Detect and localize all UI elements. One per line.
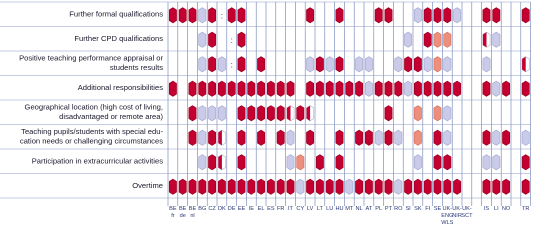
row-label: Overtime	[132, 180, 163, 190]
cell-light-hexagon	[297, 179, 304, 194]
column-label: PT	[384, 206, 393, 212]
cell-light-hexagon	[414, 155, 421, 170]
cell-dark-hexagon	[189, 81, 196, 96]
cell-dark-hexagon	[375, 8, 382, 23]
cell-dark-hexagon	[483, 81, 490, 96]
column-label: CZ	[208, 206, 216, 212]
cell-dark-hexagon	[209, 81, 216, 96]
cell-dark-hexagon	[248, 106, 255, 121]
cell-dark-hexagon	[346, 81, 353, 96]
column-label: IE	[248, 206, 254, 212]
column-label: TR	[521, 206, 530, 212]
cell-dark-hexagon	[522, 8, 529, 23]
cell-light-hexagon	[424, 57, 431, 72]
row-label: Additional responsibilities	[77, 82, 163, 92]
cell-light-hexagon	[522, 130, 529, 145]
column-label: IT	[288, 206, 293, 212]
cell-dark-hexagon	[522, 81, 529, 96]
column-label: FR	[276, 206, 285, 212]
cell-dark-hexagon	[307, 81, 314, 96]
column-label: MT	[345, 206, 354, 212]
cell-dark-hexagon	[209, 130, 216, 145]
cell-dark-hexagon	[258, 179, 265, 194]
cell-light-hexagon	[405, 32, 412, 47]
cell-dark-hexagon	[385, 106, 392, 121]
cell-dark-hexagon	[179, 179, 186, 194]
row-label: Teaching pupils/students with special edu-	[21, 127, 163, 136]
cell-dark-hexagon	[209, 179, 216, 194]
cell-dark-hexagon	[307, 130, 314, 145]
column-label: DE	[227, 206, 236, 212]
column-label: DK	[218, 206, 226, 212]
cell-half-hexagon	[483, 32, 490, 47]
cell-light-hexagon	[218, 106, 225, 121]
column-label: SE	[433, 206, 442, 212]
cell-dark-hexagon	[287, 179, 294, 194]
cell-dark-hexagon	[248, 179, 255, 194]
cell-dark-hexagon	[522, 179, 529, 194]
cell-dark-hexagon	[238, 130, 245, 145]
column-label: UK-	[442, 206, 453, 212]
cell-dark-hexagon	[238, 32, 245, 47]
cell-dark-hexagon	[287, 81, 294, 96]
cell-dark-hexagon	[365, 179, 372, 194]
cell-dark-hexagon	[434, 130, 441, 145]
column-label: BG	[198, 206, 207, 212]
cell-light-hexagon	[375, 130, 382, 145]
column-label: SK	[414, 206, 422, 212]
cell-light-hexagon	[209, 106, 216, 121]
cell-light-hexagon	[395, 130, 402, 145]
cell-dark-hexagon	[189, 106, 196, 121]
cell-dark-hexagon	[277, 81, 284, 96]
cell-salmon-hexagon	[444, 32, 451, 47]
cell-dark-hexagon	[179, 8, 186, 23]
cell-half-hexagon	[287, 106, 294, 121]
cell-dark-hexagon	[316, 179, 323, 194]
cell-dark-hexagon	[297, 106, 304, 121]
column-label: ENG	[441, 213, 454, 219]
column-label: SCT	[461, 213, 473, 219]
cell-dark-hexagon	[434, 8, 441, 23]
cell-dark-hexagon	[385, 179, 392, 194]
column-label: BE	[188, 206, 197, 212]
column-label: PL	[375, 206, 383, 212]
cell-dark-hexagon	[228, 179, 235, 194]
row-labels	[19, 9, 163, 190]
cell-dark-hexagon	[375, 179, 382, 194]
cell-dark-hexagon	[267, 179, 274, 194]
cell-dark-hexagon	[395, 81, 402, 96]
cell-dark-hexagon	[238, 8, 245, 23]
cell-half-hexagon	[218, 155, 225, 170]
column-label: LV	[306, 206, 314, 212]
cell-dark-hexagon	[503, 179, 510, 194]
cell-light-hexagon	[199, 57, 206, 72]
row-label: Positive teaching performance appraisal or	[19, 53, 163, 63]
row-label: Further formal qualifications	[69, 9, 163, 19]
cell-salmon-hexagon	[414, 130, 421, 145]
cell-light-hexagon	[395, 57, 402, 72]
cell-dark-hexagon	[258, 106, 265, 121]
cell-dark-hexagon	[375, 81, 382, 96]
cell-dark-hexagon	[258, 81, 265, 96]
cell-dark-hexagon	[277, 179, 284, 194]
column-label: WLS	[441, 220, 454, 226]
cell-light-hexagon	[326, 57, 333, 72]
cell-dark-hexagon	[454, 81, 461, 96]
column-label: BE	[178, 206, 187, 212]
cell-light-hexagon	[493, 81, 500, 96]
cell-dark-hexagon	[326, 179, 333, 194]
hexagon-cells-layer	[169, 8, 529, 195]
cell-dark-hexagon	[277, 106, 284, 121]
row-label: Participation in extracurricular activities	[31, 156, 163, 166]
cell-dark-hexagon	[169, 81, 176, 96]
row-label: disadvantaged or remote area)	[59, 112, 163, 121]
cell-dark-hexagon	[209, 32, 216, 47]
cell-dark-hexagon	[228, 8, 235, 23]
row-label: Further CPD qualifications	[74, 33, 163, 43]
column-label: NIR	[452, 213, 462, 219]
column-label: AT	[365, 206, 373, 212]
cell-dark-hexagon	[336, 81, 343, 96]
column-label: LT	[316, 206, 323, 212]
cell-dark-hexagon	[267, 106, 274, 121]
cell-light-hexagon	[454, 8, 461, 23]
cell-dark-hexagon	[238, 81, 245, 96]
cell-half-hexagon	[218, 130, 225, 145]
cell-light-hexagon	[395, 179, 402, 194]
cell-light-hexagon	[414, 8, 421, 23]
column-label: NO	[501, 206, 511, 212]
cell-dark-hexagon	[454, 179, 461, 194]
cell-light-hexagon	[405, 81, 412, 96]
column-label: nl	[190, 213, 195, 219]
cell-dark-hexagon	[336, 57, 343, 72]
cell-light-hexagon	[444, 130, 451, 145]
cell-salmon-hexagon	[434, 32, 441, 47]
cell-dark-hexagon	[218, 81, 225, 96]
cell-dark-hexagon	[483, 8, 490, 23]
cell-dark-hexagon	[238, 179, 245, 194]
column-label: RO	[394, 206, 403, 212]
cell-dark-hexagon	[424, 81, 431, 96]
cell-dark-hexagon	[218, 179, 225, 194]
cell-dark-hexagon	[522, 155, 529, 170]
cell-light-hexagon	[287, 130, 294, 145]
cell-light-hexagon	[483, 155, 490, 170]
cell-light-hexagon	[483, 57, 490, 72]
cell-dark-hexagon	[414, 81, 421, 96]
cell-dark-hexagon	[336, 8, 343, 23]
cell-salmon-hexagon	[434, 106, 441, 121]
cell-dark-hexagon	[424, 179, 431, 194]
column-label: LU	[326, 206, 334, 212]
cell-light-hexagon	[199, 8, 206, 23]
cell-dark-hexagon	[483, 130, 490, 145]
cell-dark-hexagon	[356, 81, 363, 96]
column-label: LI	[493, 206, 499, 212]
cell-dark-hexagon	[493, 179, 500, 194]
cell-dark-hexagon	[238, 106, 245, 121]
cell-dark-hexagon	[258, 57, 265, 72]
column-label: de	[179, 213, 186, 219]
cell-dark-hexagon	[169, 8, 176, 23]
cell-dark-hexagon	[414, 179, 421, 194]
column-label: EL	[257, 206, 265, 212]
cell-dark-hexagon	[336, 179, 343, 194]
cell-light-hexagon	[493, 155, 500, 170]
cell-light-hexagon	[493, 32, 500, 47]
column-label: UK-	[452, 206, 462, 212]
cell-dark-hexagon	[228, 81, 235, 96]
column-label: UK-	[462, 206, 472, 212]
column-label: HU	[335, 206, 344, 212]
cell-dark-hexagon	[199, 81, 206, 96]
cell-light-hexagon	[307, 57, 314, 72]
cell-dark-hexagon	[503, 130, 510, 145]
cell-dark-hexagon	[356, 179, 363, 194]
cell-dark-hexagon	[356, 130, 363, 145]
column-label: CY	[296, 206, 305, 212]
cell-dark-hexagon	[365, 130, 372, 145]
cell-dark-hexagon	[405, 179, 412, 194]
column-label: NL	[355, 206, 363, 212]
row-label: Geographical location (high cost of living,	[24, 102, 163, 112]
cell-light-hexagon	[199, 106, 206, 121]
cell-half-hexagon	[522, 57, 529, 72]
cell-salmon-hexagon	[434, 57, 441, 72]
column-label: EE	[237, 206, 246, 212]
cell-not-available: :	[230, 35, 233, 45]
column-label: BE	[169, 206, 177, 212]
cell-dark-hexagon	[199, 179, 206, 194]
cell-dark-hexagon	[248, 81, 255, 96]
cell-dark-hexagon	[326, 81, 333, 96]
cell-dark-hexagon	[493, 8, 500, 23]
cell-dark-hexagon	[424, 8, 431, 23]
cell-dark-hexagon	[503, 81, 510, 96]
cell-dark-hexagon	[385, 130, 392, 145]
cell-dark-hexagon	[209, 155, 216, 170]
cell-dark-hexagon	[316, 57, 323, 72]
row-label: cation needs or challenging circumstances	[19, 136, 163, 146]
cell-dark-hexagon	[238, 155, 245, 170]
cell-dark-hexagon	[434, 179, 441, 194]
cell-dark-hexagon	[444, 179, 451, 194]
row-label: students results	[109, 63, 163, 72]
cell-dark-hexagon	[444, 8, 451, 23]
cell-dark-hexagon	[209, 57, 216, 72]
cell-dark-hexagon	[444, 81, 451, 96]
cell-light-hexagon	[199, 155, 206, 170]
cell-light-hexagon	[287, 155, 294, 170]
cell-half-hexagon	[307, 106, 314, 121]
cell-dark-hexagon	[405, 57, 412, 72]
cell-dark-hexagon	[444, 155, 451, 170]
cell-not-available: :	[230, 60, 233, 70]
cell-light-hexagon	[356, 57, 363, 72]
column-label: ES	[267, 206, 275, 212]
cell-light-hexagon	[365, 81, 372, 96]
cell-dark-hexagon	[434, 155, 441, 170]
cell-light-hexagon	[444, 106, 451, 121]
cell-light-hexagon	[493, 130, 500, 145]
cell-dark-hexagon	[336, 130, 343, 145]
cell-dark-hexagon	[189, 130, 196, 145]
cell-dark-hexagon	[169, 179, 176, 194]
cell-dark-hexagon	[316, 81, 323, 96]
cell-dark-hexagon	[277, 130, 284, 145]
column-label: FI	[425, 206, 431, 212]
cell-dark-hexagon	[258, 130, 265, 145]
cell-dark-hexagon	[336, 155, 343, 170]
cell-dark-hexagon	[307, 8, 314, 23]
cell-light-hexagon	[346, 179, 353, 194]
column-label: IS	[483, 206, 490, 212]
cell-dark-hexagon	[189, 8, 196, 23]
cell-dark-hexagon	[414, 57, 421, 72]
cell-dark-hexagon	[483, 179, 490, 194]
column-label: fr	[171, 213, 175, 219]
cell-dark-hexagon	[434, 81, 441, 96]
cell-dark-hexagon	[267, 81, 274, 96]
cell-salmon-hexagon	[414, 106, 421, 121]
cell-dark-hexagon	[385, 8, 392, 23]
cell-salmon-hexagon	[297, 155, 304, 170]
cell-light-hexagon	[365, 57, 372, 72]
cell-dark-hexagon	[424, 32, 431, 47]
column-labels	[169, 206, 529, 226]
cell-dark-hexagon	[385, 81, 392, 96]
cell-light-hexagon	[199, 32, 206, 47]
cell-light-hexagon	[199, 130, 206, 145]
cell-light-hexagon	[444, 57, 451, 72]
cell-dark-hexagon	[307, 179, 314, 194]
column-label: SI	[405, 206, 411, 212]
cell-dark-hexagon	[209, 8, 216, 23]
cell-dark-hexagon	[316, 155, 323, 170]
cell-dark-hexagon	[238, 57, 245, 72]
cell-light-hexagon	[218, 57, 225, 72]
cell-dark-hexagon	[189, 179, 196, 194]
cell-not-available: :	[220, 11, 224, 21]
